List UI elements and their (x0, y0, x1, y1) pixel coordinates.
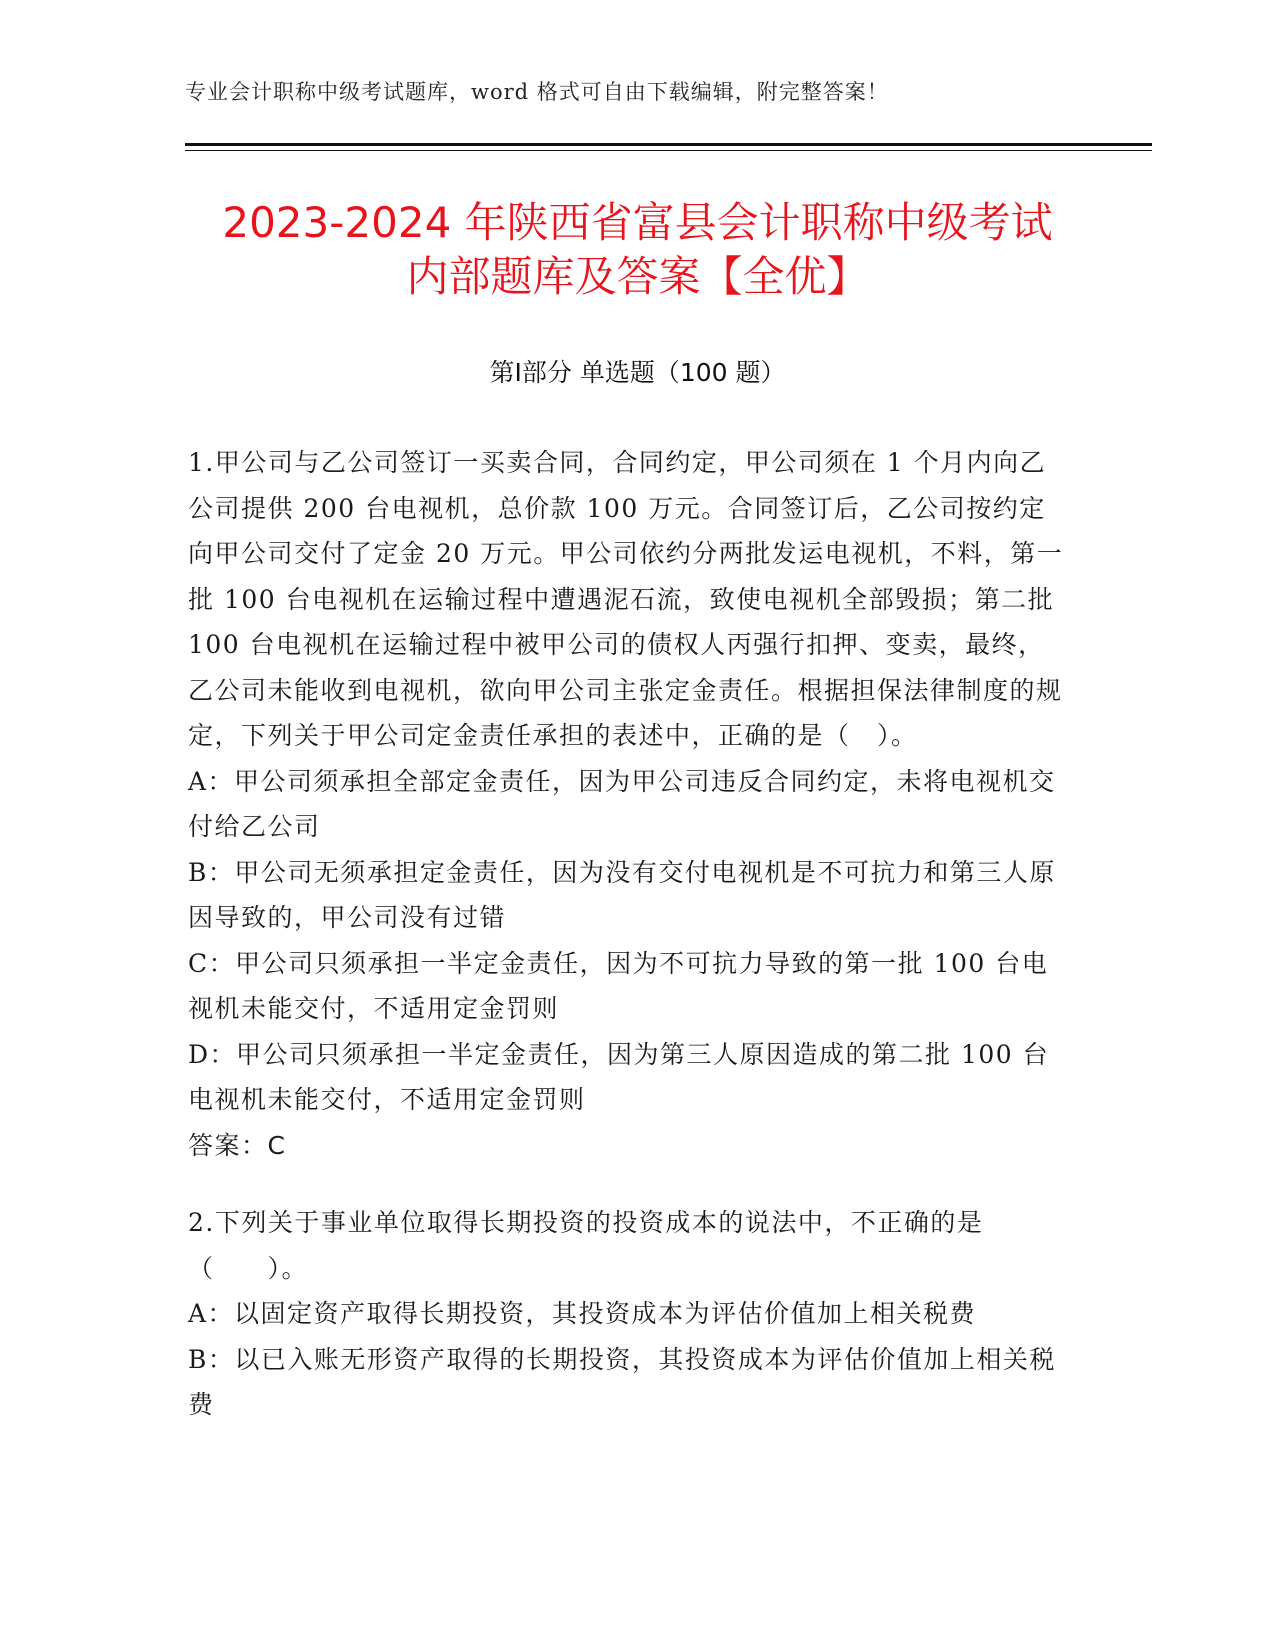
option-c: C：甲公司只须承担一半定金责任，因为不可抗力导致的第一批 100 台电视机未能交付，不适用定金罚则 (188, 948, 1049, 1023)
question-2 (188, 1200, 1068, 1428)
answer: 答案：C (188, 1130, 287, 1160)
option-a: A：以固定资产取得长期投资，其投资成本为评估价值加上相关税费 (188, 1299, 977, 1328)
section-heading: 第Ⅰ部分 单选题（100 题） (489, 358, 786, 387)
header-rule-thick (185, 143, 1152, 146)
question-stem: 2.下列关于事业单位取得长期投资的投资成本的说法中，不正确的是（ ）。 (188, 1208, 984, 1283)
option-a: A：甲公司须承担全部定金责任，因为甲公司违反合同约定，未将电视机交付给乙公司 (188, 766, 1056, 841)
question-1 (188, 440, 1068, 1168)
document-title-line-2: 内部题库及答案【全优】 (406, 252, 869, 301)
header-rule-thin (185, 150, 1152, 151)
question-stem: 1.甲公司与乙公司签订一买卖合同，合同约定，甲公司须在 1 个月内向乙公司提供 200 台电视机，总价款 100 万元。合同签订后，乙公司按约定向甲公司交付了定金 20 万元。甲公司依约分两批发运电视机，不料，第一批 100 台电视机在运输过程中遭遇泥石流，致使电视机全部毁损；第二批 100 台电视机在运输过程中被甲公司的债权人丙强行扣押、变卖，最终，乙公司未能收到电视机，欲向甲公司主张定金责任。根据担保法律制度的规定，下列关于甲公司定金责任承担的表述中，正确的是（ ）。 (188, 448, 1064, 750)
question-spacer (188, 1168, 1068, 1200)
document-title-line-1: 2023-2024 年陕西省富县会计职称中级考试 (222, 198, 1053, 247)
question-list (188, 440, 1068, 1428)
option-d: D：甲公司只须承担一半定金责任，因为第三人原因造成的第二批 100 台电视机未能交付，不适用定金罚则 (188, 1039, 1050, 1114)
header-note: 专业会计职称中级考试题库，word 格式可自由下载编辑，附完整答案！ (185, 80, 889, 104)
option-b: B：以已入账无形资产取得的长期投资，其投资成本为评估价值加上相关税费 (188, 1344, 1056, 1419)
option-b: B：甲公司无须承担定金责任，因为没有交付电视机是不可抗力和第三人原因导致的，甲公司没有过错 (188, 857, 1056, 932)
document-title (160, 196, 1115, 304)
